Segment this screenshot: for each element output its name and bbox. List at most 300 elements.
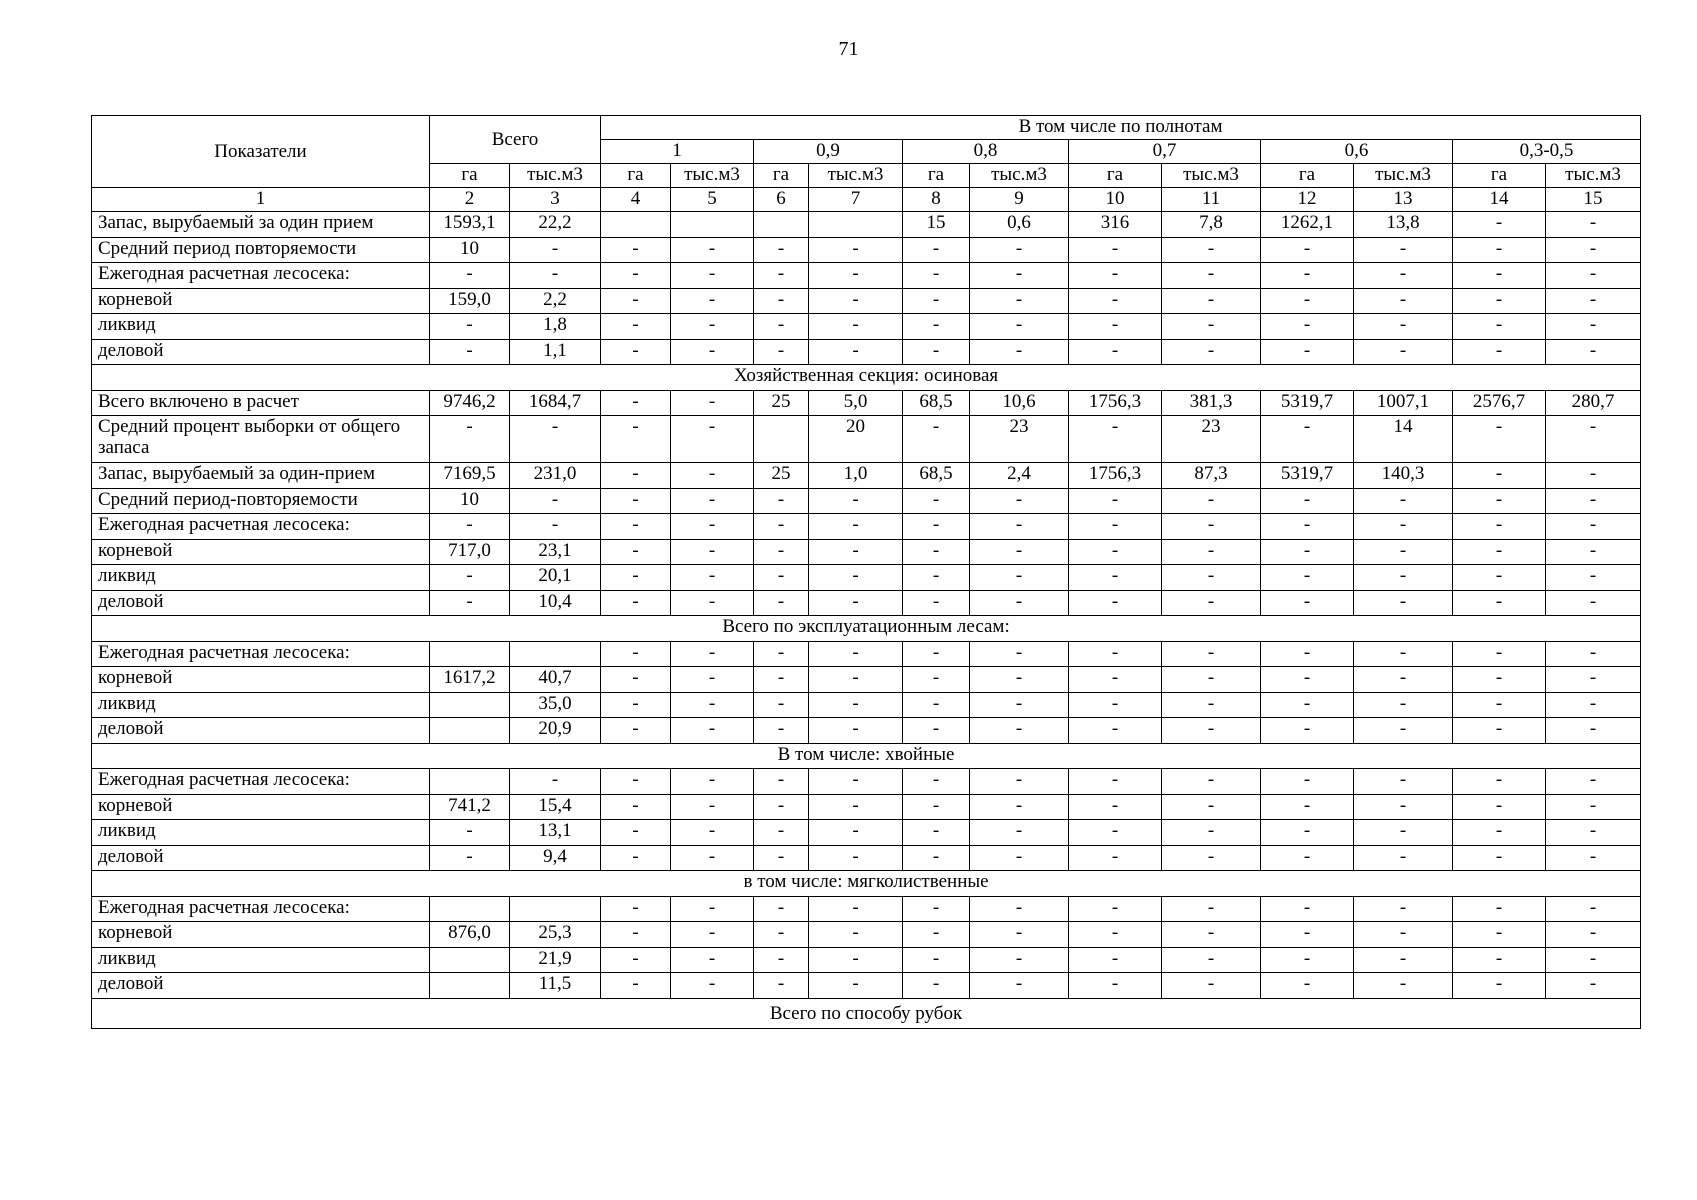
table-cell: 316 — [1069, 212, 1162, 238]
table-row — [92, 390, 1641, 416]
table-cell: - — [601, 641, 671, 667]
table-cell: - — [1162, 922, 1261, 948]
header-column-number: 9 — [970, 188, 1069, 212]
table-cell: - — [671, 896, 754, 922]
table-cell: - — [1546, 514, 1641, 540]
table-cell: - — [430, 263, 510, 289]
table-cell: - — [1261, 565, 1354, 591]
table-row — [92, 845, 1641, 871]
table-cell: - — [1069, 314, 1162, 340]
table-cell: - — [970, 539, 1069, 565]
table-cell: - — [671, 390, 754, 416]
table-cell: - — [754, 845, 809, 871]
table-cell: - — [809, 820, 903, 846]
header-density: 0,6 — [1261, 140, 1453, 164]
table-cell: - — [970, 288, 1069, 314]
row-label: Запас, вырубаемый за один прием — [92, 212, 430, 238]
header-density: 0,7 — [1069, 140, 1261, 164]
table-cell: 20,9 — [510, 718, 601, 744]
row-label: ликвид — [92, 947, 430, 973]
table-cell: 9,4 — [510, 845, 601, 871]
table-cell: - — [970, 488, 1069, 514]
table-cell: - — [1354, 339, 1453, 365]
table-cell: - — [754, 641, 809, 667]
table-cell: - — [970, 339, 1069, 365]
table-cell: 5319,7 — [1261, 463, 1354, 489]
table-cell: 741,2 — [430, 794, 510, 820]
table-cell: 87,3 — [1162, 463, 1261, 489]
table-cell: - — [1069, 514, 1162, 540]
table-cell: - — [671, 463, 754, 489]
table-cell: 2576,7 — [1453, 390, 1546, 416]
section-row — [92, 365, 1641, 391]
table-cell: - — [970, 896, 1069, 922]
table-cell: - — [1261, 769, 1354, 795]
table-cell: - — [809, 896, 903, 922]
table-cell: 1,1 — [510, 339, 601, 365]
table-cell: - — [1546, 641, 1641, 667]
section-row — [92, 871, 1641, 897]
row-label: деловой — [92, 590, 430, 616]
table-cell: - — [1354, 667, 1453, 693]
table-row — [92, 922, 1641, 948]
table-cell: - — [1261, 692, 1354, 718]
table-cell: - — [671, 339, 754, 365]
table-cell: - — [601, 769, 671, 795]
table-cell — [430, 718, 510, 744]
table-cell: - — [1069, 590, 1162, 616]
header-column-number: 10 — [1069, 188, 1162, 212]
table-row — [92, 769, 1641, 795]
table-cell: - — [601, 416, 671, 463]
table-row — [92, 692, 1641, 718]
table-cell: - — [1453, 463, 1546, 489]
table-cell: - — [1453, 416, 1546, 463]
row-label: Ежегодная расчетная лесосека: — [92, 769, 430, 795]
table-cell: - — [970, 590, 1069, 616]
table-cell: - — [809, 922, 903, 948]
table-cell: - — [754, 692, 809, 718]
table-cell: - — [1354, 263, 1453, 289]
table-cell: 25 — [754, 390, 809, 416]
header-unit-ha: га — [1069, 164, 1162, 188]
table-cell: 68,5 — [903, 390, 970, 416]
row-label: деловой — [92, 845, 430, 871]
table-cell: 140,3 — [1354, 463, 1453, 489]
table-cell: - — [1162, 973, 1261, 999]
table-row — [92, 416, 1641, 463]
table-cell: 1,0 — [809, 463, 903, 489]
table-cell: 13,8 — [1354, 212, 1453, 238]
table-cell: - — [601, 488, 671, 514]
table-cell: - — [671, 973, 754, 999]
table-cell: - — [1453, 973, 1546, 999]
table-cell: - — [809, 769, 903, 795]
table-cell: - — [1453, 565, 1546, 591]
row-label: Средний период-повторяемости — [92, 488, 430, 514]
table-cell: - — [601, 314, 671, 340]
table-cell: - — [903, 769, 970, 795]
table-row — [92, 590, 1641, 616]
table-cell: - — [1069, 416, 1162, 463]
header-unit-ha: га — [754, 164, 809, 188]
table-cell: 2,2 — [510, 288, 601, 314]
table-cell: - — [809, 514, 903, 540]
table-cell: - — [1261, 794, 1354, 820]
section-row — [92, 998, 1641, 1028]
header-column-number: 5 — [671, 188, 754, 212]
table-cell: - — [1546, 845, 1641, 871]
table-cell: 1,8 — [510, 314, 601, 340]
table-cell: - — [671, 692, 754, 718]
header-unit-vol: тыс.м3 — [809, 164, 903, 188]
table-cell: - — [970, 922, 1069, 948]
table-cell: - — [903, 845, 970, 871]
table-cell: - — [809, 667, 903, 693]
table-cell: - — [1546, 794, 1641, 820]
table-cell: 15,4 — [510, 794, 601, 820]
table-cell: - — [970, 794, 1069, 820]
table-cell: - — [1162, 263, 1261, 289]
table-cell: - — [1261, 339, 1354, 365]
table-cell: - — [671, 794, 754, 820]
table-cell: - — [1354, 692, 1453, 718]
table-cell: - — [903, 692, 970, 718]
row-label: корневой — [92, 288, 430, 314]
table-cell: - — [1453, 896, 1546, 922]
header-total: Всего — [430, 116, 601, 164]
table-cell: - — [1453, 237, 1546, 263]
table-cell: - — [1546, 718, 1641, 744]
table-cell: - — [601, 590, 671, 616]
table-cell: - — [1069, 263, 1162, 289]
table-cell: 10 — [430, 488, 510, 514]
table-cell: - — [1261, 641, 1354, 667]
table-cell: - — [1162, 667, 1261, 693]
table-cell: 7169,5 — [430, 463, 510, 489]
table-cell: - — [1453, 820, 1546, 846]
table-cell: - — [671, 314, 754, 340]
table-cell: - — [809, 794, 903, 820]
table-cell: - — [1261, 590, 1354, 616]
header-density: 0,8 — [903, 140, 1069, 164]
header-column-number: 12 — [1261, 188, 1354, 212]
table-cell: - — [1069, 488, 1162, 514]
table-cell: - — [903, 641, 970, 667]
table-cell: 5,0 — [809, 390, 903, 416]
table-row — [92, 212, 1641, 238]
table-cell: - — [903, 820, 970, 846]
page-number: 71 — [838, 38, 859, 60]
table-cell: - — [601, 845, 671, 871]
table-cell: - — [1546, 896, 1641, 922]
header-column-number: 11 — [1162, 188, 1261, 212]
row-label: Ежегодная расчетная лесосека: — [92, 641, 430, 667]
section-heading: Хозяйственная секция: осиновая — [92, 365, 1641, 391]
table-cell: - — [601, 263, 671, 289]
table-row — [92, 539, 1641, 565]
row-label: ликвид — [92, 820, 430, 846]
table-cell: - — [1354, 288, 1453, 314]
table-cell: - — [1069, 845, 1162, 871]
table-cell: - — [1162, 718, 1261, 744]
table-cell: 1617,2 — [430, 667, 510, 693]
table-cell: - — [671, 288, 754, 314]
table-cell: - — [430, 590, 510, 616]
header-unit-ha: га — [1453, 164, 1546, 188]
row-label: Запас, вырубаемый за один-прием — [92, 463, 430, 489]
table-cell: - — [1069, 718, 1162, 744]
table-cell: - — [754, 514, 809, 540]
table-cell: - — [1162, 237, 1261, 263]
table-cell: - — [1354, 565, 1453, 591]
row-label: корневой — [92, 794, 430, 820]
table-cell: - — [430, 514, 510, 540]
table-cell: - — [671, 845, 754, 871]
table-cell: - — [601, 390, 671, 416]
table-cell: - — [1354, 896, 1453, 922]
table-cell — [430, 692, 510, 718]
table-cell: - — [1453, 288, 1546, 314]
table-row — [92, 565, 1641, 591]
table-cell: - — [1261, 820, 1354, 846]
table-cell: - — [601, 565, 671, 591]
table-cell: 9746,2 — [430, 390, 510, 416]
table-cell: - — [970, 692, 1069, 718]
table-cell: - — [1069, 237, 1162, 263]
row-label: Всего включено в расчет — [92, 390, 430, 416]
table-cell: - — [1546, 314, 1641, 340]
table-cell: - — [1069, 692, 1162, 718]
table-cell: 1684,7 — [510, 390, 601, 416]
table-row — [92, 973, 1641, 999]
table-cell: - — [970, 641, 1069, 667]
table-cell: - — [1162, 288, 1261, 314]
header-unit-vol: тыс.м3 — [970, 164, 1069, 188]
table-cell: - — [1453, 339, 1546, 365]
row-label: Ежегодная расчетная лесосека: — [92, 896, 430, 922]
row-label: деловой — [92, 718, 430, 744]
table-cell: - — [430, 339, 510, 365]
table-cell: - — [1453, 514, 1546, 540]
header-density: 0,9 — [754, 140, 903, 164]
table-cell: - — [671, 539, 754, 565]
table-cell: - — [809, 718, 903, 744]
table-cell: - — [754, 565, 809, 591]
table-cell: - — [1453, 794, 1546, 820]
section-row — [92, 616, 1641, 642]
table-cell: - — [1162, 692, 1261, 718]
row-label: корневой — [92, 667, 430, 693]
table-cell: - — [809, 237, 903, 263]
table-cell: - — [809, 845, 903, 871]
table-cell: - — [671, 667, 754, 693]
table-cell: - — [671, 416, 754, 463]
table-cell: 280,7 — [1546, 390, 1641, 416]
table-cell: 10,6 — [970, 390, 1069, 416]
table-cell: 68,5 — [903, 463, 970, 489]
table-cell: - — [1546, 692, 1641, 718]
table-cell: - — [1546, 565, 1641, 591]
table-cell: - — [1162, 565, 1261, 591]
table-cell: - — [1453, 263, 1546, 289]
table-cell: - — [601, 692, 671, 718]
table-cell: - — [1261, 947, 1354, 973]
table-cell — [754, 212, 809, 238]
section-heading: в том числе: мягколиственные — [92, 871, 1641, 897]
table-cell: - — [970, 820, 1069, 846]
table-cell: - — [1162, 488, 1261, 514]
header-column-number: 4 — [601, 188, 671, 212]
table-cell: - — [1261, 314, 1354, 340]
table-cell: - — [671, 488, 754, 514]
table-cell: - — [671, 947, 754, 973]
table-cell: - — [903, 488, 970, 514]
table-cell: - — [1261, 845, 1354, 871]
table-cell: - — [1162, 339, 1261, 365]
table-cell: - — [1546, 769, 1641, 795]
table-cell: 10,4 — [510, 590, 601, 616]
table-cell: - — [1546, 947, 1641, 973]
table-cell: - — [601, 896, 671, 922]
table-cell: - — [671, 514, 754, 540]
table-cell: - — [1261, 514, 1354, 540]
table-cell: - — [1546, 820, 1641, 846]
table-cell: - — [1354, 718, 1453, 744]
table-cell: - — [1453, 922, 1546, 948]
section-heading: Всего по способу рубок — [92, 998, 1641, 1028]
table-cell: - — [601, 539, 671, 565]
table-cell: 1593,1 — [430, 212, 510, 238]
forest-harvest-table — [91, 115, 1641, 1029]
table-cell: - — [1453, 539, 1546, 565]
table-cell: - — [1162, 641, 1261, 667]
header-unit-vol: тыс.м3 — [671, 164, 754, 188]
table-cell: 23 — [970, 416, 1069, 463]
table-row — [92, 514, 1641, 540]
table-cell: - — [1546, 263, 1641, 289]
table-cell: - — [754, 820, 809, 846]
table-row — [92, 794, 1641, 820]
header-column-number: 7 — [809, 188, 903, 212]
table-row — [92, 339, 1641, 365]
table-cell: - — [970, 769, 1069, 795]
row-label: деловой — [92, 339, 430, 365]
table-cell: - — [1069, 539, 1162, 565]
table-cell: - — [809, 565, 903, 591]
table-cell: - — [903, 794, 970, 820]
table-cell: - — [1453, 641, 1546, 667]
table-cell: - — [903, 565, 970, 591]
section-heading: Всего по эксплуатационным лесам: — [92, 616, 1641, 642]
row-label: деловой — [92, 973, 430, 999]
table-cell: 23,1 — [510, 539, 601, 565]
table-cell: - — [510, 488, 601, 514]
table-cell: 231,0 — [510, 463, 601, 489]
table-cell: - — [1261, 488, 1354, 514]
header-column-number: 13 — [1354, 188, 1453, 212]
table-cell: 21,9 — [510, 947, 601, 973]
header-unit-ha: га — [430, 164, 510, 188]
row-label: ликвид — [92, 565, 430, 591]
table-cell: - — [970, 718, 1069, 744]
table-cell: - — [1546, 416, 1641, 463]
table-cell: - — [1162, 514, 1261, 540]
table-cell — [430, 641, 510, 667]
table-cell: - — [1162, 896, 1261, 922]
table-cell: - — [1354, 769, 1453, 795]
table-cell: - — [809, 339, 903, 365]
table-cell: 2,4 — [970, 463, 1069, 489]
table-cell: - — [1453, 769, 1546, 795]
table-cell: - — [1069, 339, 1162, 365]
table-cell: - — [1162, 947, 1261, 973]
table-cell: 1262,1 — [1261, 212, 1354, 238]
table-row — [92, 718, 1641, 744]
table-cell: 381,3 — [1162, 390, 1261, 416]
table-cell: - — [1261, 973, 1354, 999]
table-cell: 11,5 — [510, 973, 601, 999]
table-cell: 1756,3 — [1069, 390, 1162, 416]
table-cell: - — [1261, 539, 1354, 565]
table-cell: - — [1261, 237, 1354, 263]
row-label: Ежегодная расчетная лесосека: — [92, 514, 430, 540]
table-cell — [430, 896, 510, 922]
table-row — [92, 463, 1641, 489]
table-cell: - — [430, 416, 510, 463]
table-cell: - — [1069, 947, 1162, 973]
table-cell: - — [903, 237, 970, 263]
table-cell: - — [809, 947, 903, 973]
table-cell: - — [1069, 820, 1162, 846]
table-cell: - — [1354, 845, 1453, 871]
table-row — [92, 641, 1641, 667]
table-cell: - — [430, 565, 510, 591]
header-column-number: 8 — [903, 188, 970, 212]
table-cell: 25 — [754, 463, 809, 489]
table-cell: - — [510, 263, 601, 289]
table-cell: - — [1162, 539, 1261, 565]
table-cell: 876,0 — [430, 922, 510, 948]
table-cell: - — [1546, 212, 1641, 238]
table-row — [92, 947, 1641, 973]
table-cell: - — [970, 947, 1069, 973]
table-cell: - — [903, 514, 970, 540]
table-cell: - — [1162, 769, 1261, 795]
table-cell: - — [754, 539, 809, 565]
table-row — [92, 288, 1641, 314]
table-cell: - — [809, 641, 903, 667]
table-cell: - — [601, 463, 671, 489]
table-cell: - — [903, 288, 970, 314]
table-cell: 159,0 — [430, 288, 510, 314]
table-cell: - — [1069, 922, 1162, 948]
table-cell: - — [1069, 288, 1162, 314]
table-cell: - — [1069, 794, 1162, 820]
table-cell: - — [1546, 590, 1641, 616]
table-cell: - — [601, 718, 671, 744]
header-indicators: Показатели — [92, 116, 430, 188]
table-cell: - — [809, 314, 903, 340]
table-cell: - — [601, 794, 671, 820]
table-cell: - — [601, 667, 671, 693]
table-cell: 5319,7 — [1261, 390, 1354, 416]
table-cell: - — [1162, 845, 1261, 871]
table-cell: - — [970, 845, 1069, 871]
table-cell: - — [1354, 514, 1453, 540]
table-cell: - — [1453, 212, 1546, 238]
table-cell: 10 — [430, 237, 510, 263]
